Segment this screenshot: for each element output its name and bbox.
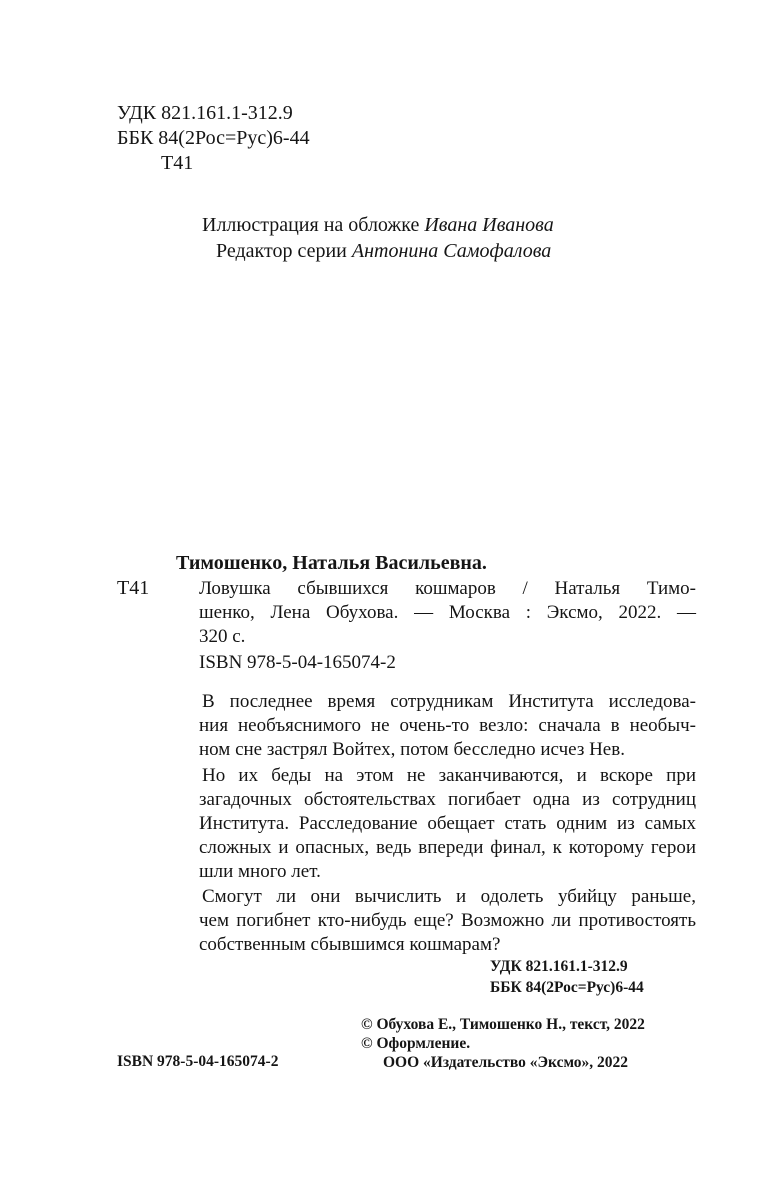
annotation-line: В последнее время сотрудникам Института исследова- <box>202 691 696 712</box>
annotation-line: собственным сбывшимся кошмарам? <box>199 934 501 955</box>
editor-label: Редактор серии <box>216 240 347 262</box>
annotation-line: сложных и опасных, ведь впереди финал, к которому герои <box>199 837 696 858</box>
editor-credit <box>216 240 551 263</box>
catalog-mark: Т41 <box>117 577 150 599</box>
editor-name: Антонина Самофалова <box>351 240 552 262</box>
catalog-isbn: ISBN 978-5-04-165074-2 <box>199 652 396 673</box>
annotation-line: загадочных обстоятельствах погибает одна из сотрудниц <box>199 789 696 810</box>
annotation-line: Института. Расследование обещает стать одним из самых <box>199 813 696 834</box>
bbk-code-bottom: ББК 84(2Рос=Рус)6-44 <box>490 979 644 996</box>
illustration-credit <box>202 214 554 237</box>
author-mark-top: Т41 <box>161 152 194 174</box>
catalog-title-line: 320 с. <box>199 626 246 647</box>
catalog-title-block <box>199 577 696 649</box>
udk-code-bottom: УДК 821.161.1-312.9 <box>490 958 628 975</box>
annotation-line: чем погибнет кто-нибудь еще? Возможно ли противостоять <box>199 910 696 931</box>
annotation-line: ния необъяснимого не очень-то везло: сначала в необыч- <box>199 715 696 736</box>
annotation-paragraph-2 <box>199 764 696 884</box>
copyright-line-2: © Оформление. <box>361 1035 471 1052</box>
udk-code-top: УДК 821.161.1-312.9 <box>117 102 293 124</box>
annotation-paragraph-1 <box>199 690 696 762</box>
annotation-line: шли много лет. <box>199 861 321 882</box>
copyright-line-3: ООО «Издательство «Эксмо», 2022 <box>383 1054 629 1071</box>
catalog-title-line: Ловушка сбывшихся кошмаров / Наталья Тимо- <box>199 578 696 599</box>
illustration-name: Ивана Иванова <box>424 214 554 236</box>
annotation-line: ном сне застрял Войтех, потом бесследно исчез Нев. <box>199 739 625 760</box>
annotation-paragraph-3 <box>199 885 696 957</box>
catalog-author-heading: Тимошенко, Наталья Васильевна. <box>176 552 487 574</box>
annotation-line: Но их беды на этом не заканчиваются, и вскоре при <box>202 765 696 786</box>
catalog-title-line: шенко, Лена Обухова. — Москва : Эксмо, 2022. — <box>199 602 696 623</box>
copyright-line-1: © Обухова Е., Тимошенко Н., текст, 2022 <box>361 1016 645 1033</box>
bbk-code-top: ББК 84(2Рос=Рус)6-44 <box>117 127 310 149</box>
annotation-line: Смогут ли они вычислить и одолеть убийцу раньше, <box>202 886 696 907</box>
isbn-bottom: ISBN 978-5-04-165074-2 <box>117 1053 279 1070</box>
illustration-label: Иллюстрация на обложке <box>202 214 420 236</box>
